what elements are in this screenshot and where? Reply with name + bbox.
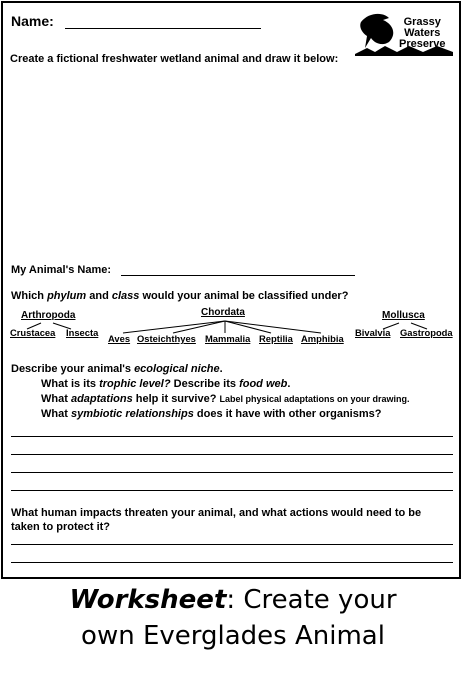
name-label: Name: xyxy=(11,13,54,29)
phylum-chordata: Chordata xyxy=(201,307,245,318)
impacts-answer-line-2[interactable] xyxy=(11,562,453,563)
class-mammalia: Mammalia xyxy=(205,333,251,344)
impacts-answer-line-1[interactable] xyxy=(11,544,453,545)
create-prompt: Create a fictional freshwater wetland animal and draw it below: xyxy=(10,53,339,65)
class-reptilia: Reptilia xyxy=(259,333,293,344)
logo-line-1: Grassy xyxy=(403,16,441,28)
class-amphibia: Amphibia xyxy=(301,333,344,344)
logo-line-3: Preserve xyxy=(399,38,446,50)
class-crustacea: Crustacea xyxy=(10,327,56,338)
class-gastropoda: Gastropoda xyxy=(400,327,453,338)
animal-name-label: My Animal's Name: xyxy=(11,264,112,276)
logo-line-2: Waters xyxy=(404,27,441,39)
class-osteichthyes: Osteichthyes xyxy=(137,333,196,344)
caption-rest: : Create your xyxy=(226,585,397,615)
niche-answer-line-4[interactable] xyxy=(11,490,453,491)
phylum-term: phylum xyxy=(47,290,87,302)
phylum-mollusca: Mollusca xyxy=(382,310,425,321)
caption-line-2: own Everglades Animal xyxy=(81,621,385,651)
human-impacts-question-line-1: What human impacts threaten your animal, and what actions would need to be xyxy=(11,507,422,519)
trophic-level-question: What is its trophic level? Describe its food web. xyxy=(41,378,291,390)
class-bivalvia: Bivalvia xyxy=(355,327,391,338)
caption-bold: Worksheet xyxy=(69,585,227,615)
class-insecta: Insecta xyxy=(66,327,99,338)
caption-line-1 xyxy=(0,584,466,616)
class-aves: Aves xyxy=(108,333,131,344)
phylum-arthropoda: Arthropoda xyxy=(21,310,76,321)
worksheet-page xyxy=(1,1,461,579)
classification-question: Which phylum and class would your animal be classified under? xyxy=(11,290,349,302)
symbiotic-question: What symbiotic relationships does it have with other organisms? xyxy=(41,408,382,420)
adaptations-question: What adaptations help it survive? Label physical adaptations on your drawing. xyxy=(41,393,410,405)
niche-answer-line-3[interactable] xyxy=(11,472,453,473)
class-term: class xyxy=(111,290,140,302)
niche-answer-line-1[interactable] xyxy=(11,436,453,437)
niche-heading: Describe your animal's ecological niche. xyxy=(11,363,223,375)
niche-answer-line-2[interactable] xyxy=(11,454,453,455)
human-impacts-question-line-2: taken to protect it? xyxy=(11,521,111,533)
